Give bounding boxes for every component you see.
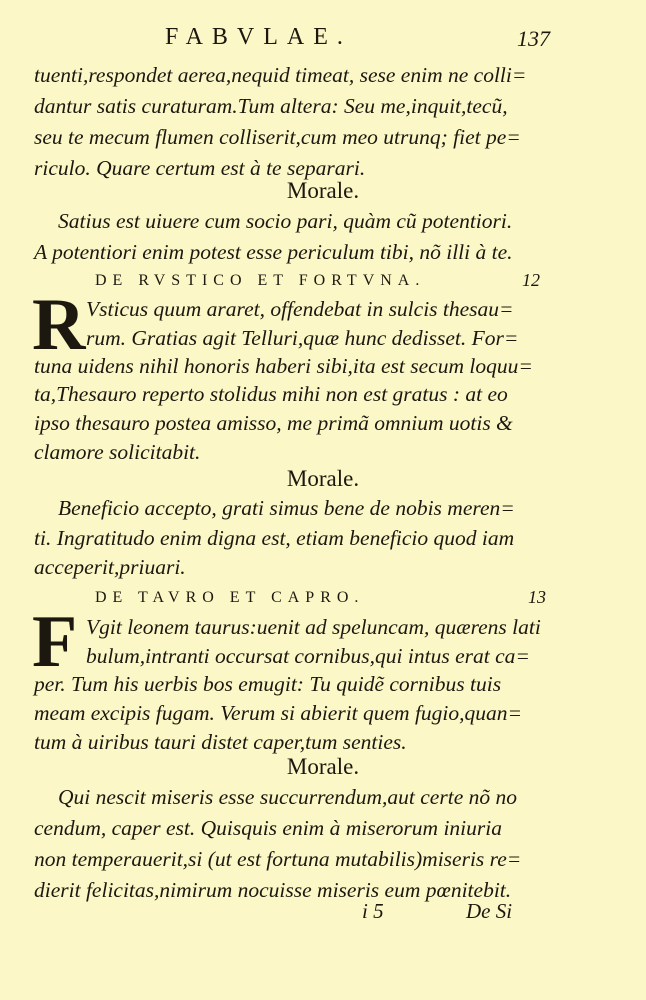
text-line: tum à uiribus tauri distet caper,tum senties. [34,730,407,754]
morale-line: dierit felicitas,nimirum nocuisse miseris eum pœnitebit. [34,878,512,902]
page-number: 137 [517,26,550,51]
text-line: seu te mecum flumen colliserit,cum meo utrunq; fiet pe= [34,125,521,149]
morale-line: Beneficio accepto, grati simus bene de nobis meren= [58,496,515,520]
text-line: Vsticus quum araret, offendebat in sulcis thesau= [86,297,514,321]
fable-number: 12 [522,270,540,290]
text-line: tuna uidens nihil honoris haberi sibi,ita est secum loquu= [34,354,533,378]
morale-line: A potentiori enim potest esse periculum tibi, nõ illi à te. [34,240,513,264]
morale-heading: Morale. [286,178,360,203]
drop-cap: F [32,601,78,683]
morale-line: Satius est uiuere cum socio pari, quàm cũ potentiori. [58,209,513,233]
morale-line: acceperit,priuari. [34,555,186,579]
morale-line: ti. Ingratitudo enim digna est, etiam beneficio quod iam [34,526,515,550]
morale-line: cendum, caper est. Quisquis enim à miserorum iniuria [34,816,502,840]
text-line: per. Tum his uerbis bos emugit: Tu quidẽ cornibus tuis [34,672,502,696]
fable-number: 13 [528,587,546,607]
text-line: tuenti,respondet aerea,nequid timeat, sese enim ne colli= [34,63,527,87]
running-title: FABVLAE. [165,24,352,50]
catchword: De Si [466,899,513,923]
signature-mark: i 5 [362,899,384,923]
running-head [0,24,646,54]
text-line: riculo. Quare certum est à te separari. [34,156,366,180]
morale-heading: Morale. [286,754,360,779]
fable-heading: DE RVSTICO ET FORTVNA. [95,272,426,289]
text-line: dantur satis curaturam.Tum altera: Seu me,inquit,tecũ, [34,94,508,118]
morale-line: Qui nescit miseris esse succurrendum,aut certe nõ no [58,785,517,809]
text-line: clamore solicitabit. [34,440,201,464]
text-line: meam excipis fugam. Verum si abierit quem fugio,quan= [34,701,523,725]
morale-line: non temperauerit,si (ut est fortuna mutabilis)miseris re= [34,847,522,871]
drop-cap: R [32,284,86,366]
text-line: rum. Gratias agit Telluri,quæ hunc dedisset. For= [86,326,519,350]
text-line: ipso thesauro postea amisso, me primã omnium uotis & [34,411,513,435]
text-line: bulum,intranti occursat cornibus,qui intus erat ca= [86,644,530,668]
morale-heading: Morale. [286,466,360,491]
text-line: Vgit leonem taurus:uenit ad speluncam, quærens lati [86,615,541,639]
text-line: ta,Thesauro reperto stolidus mihi non est gratus : at eo [34,382,508,406]
fable-heading: DE TAVRO ET CAPRO. [95,589,365,606]
